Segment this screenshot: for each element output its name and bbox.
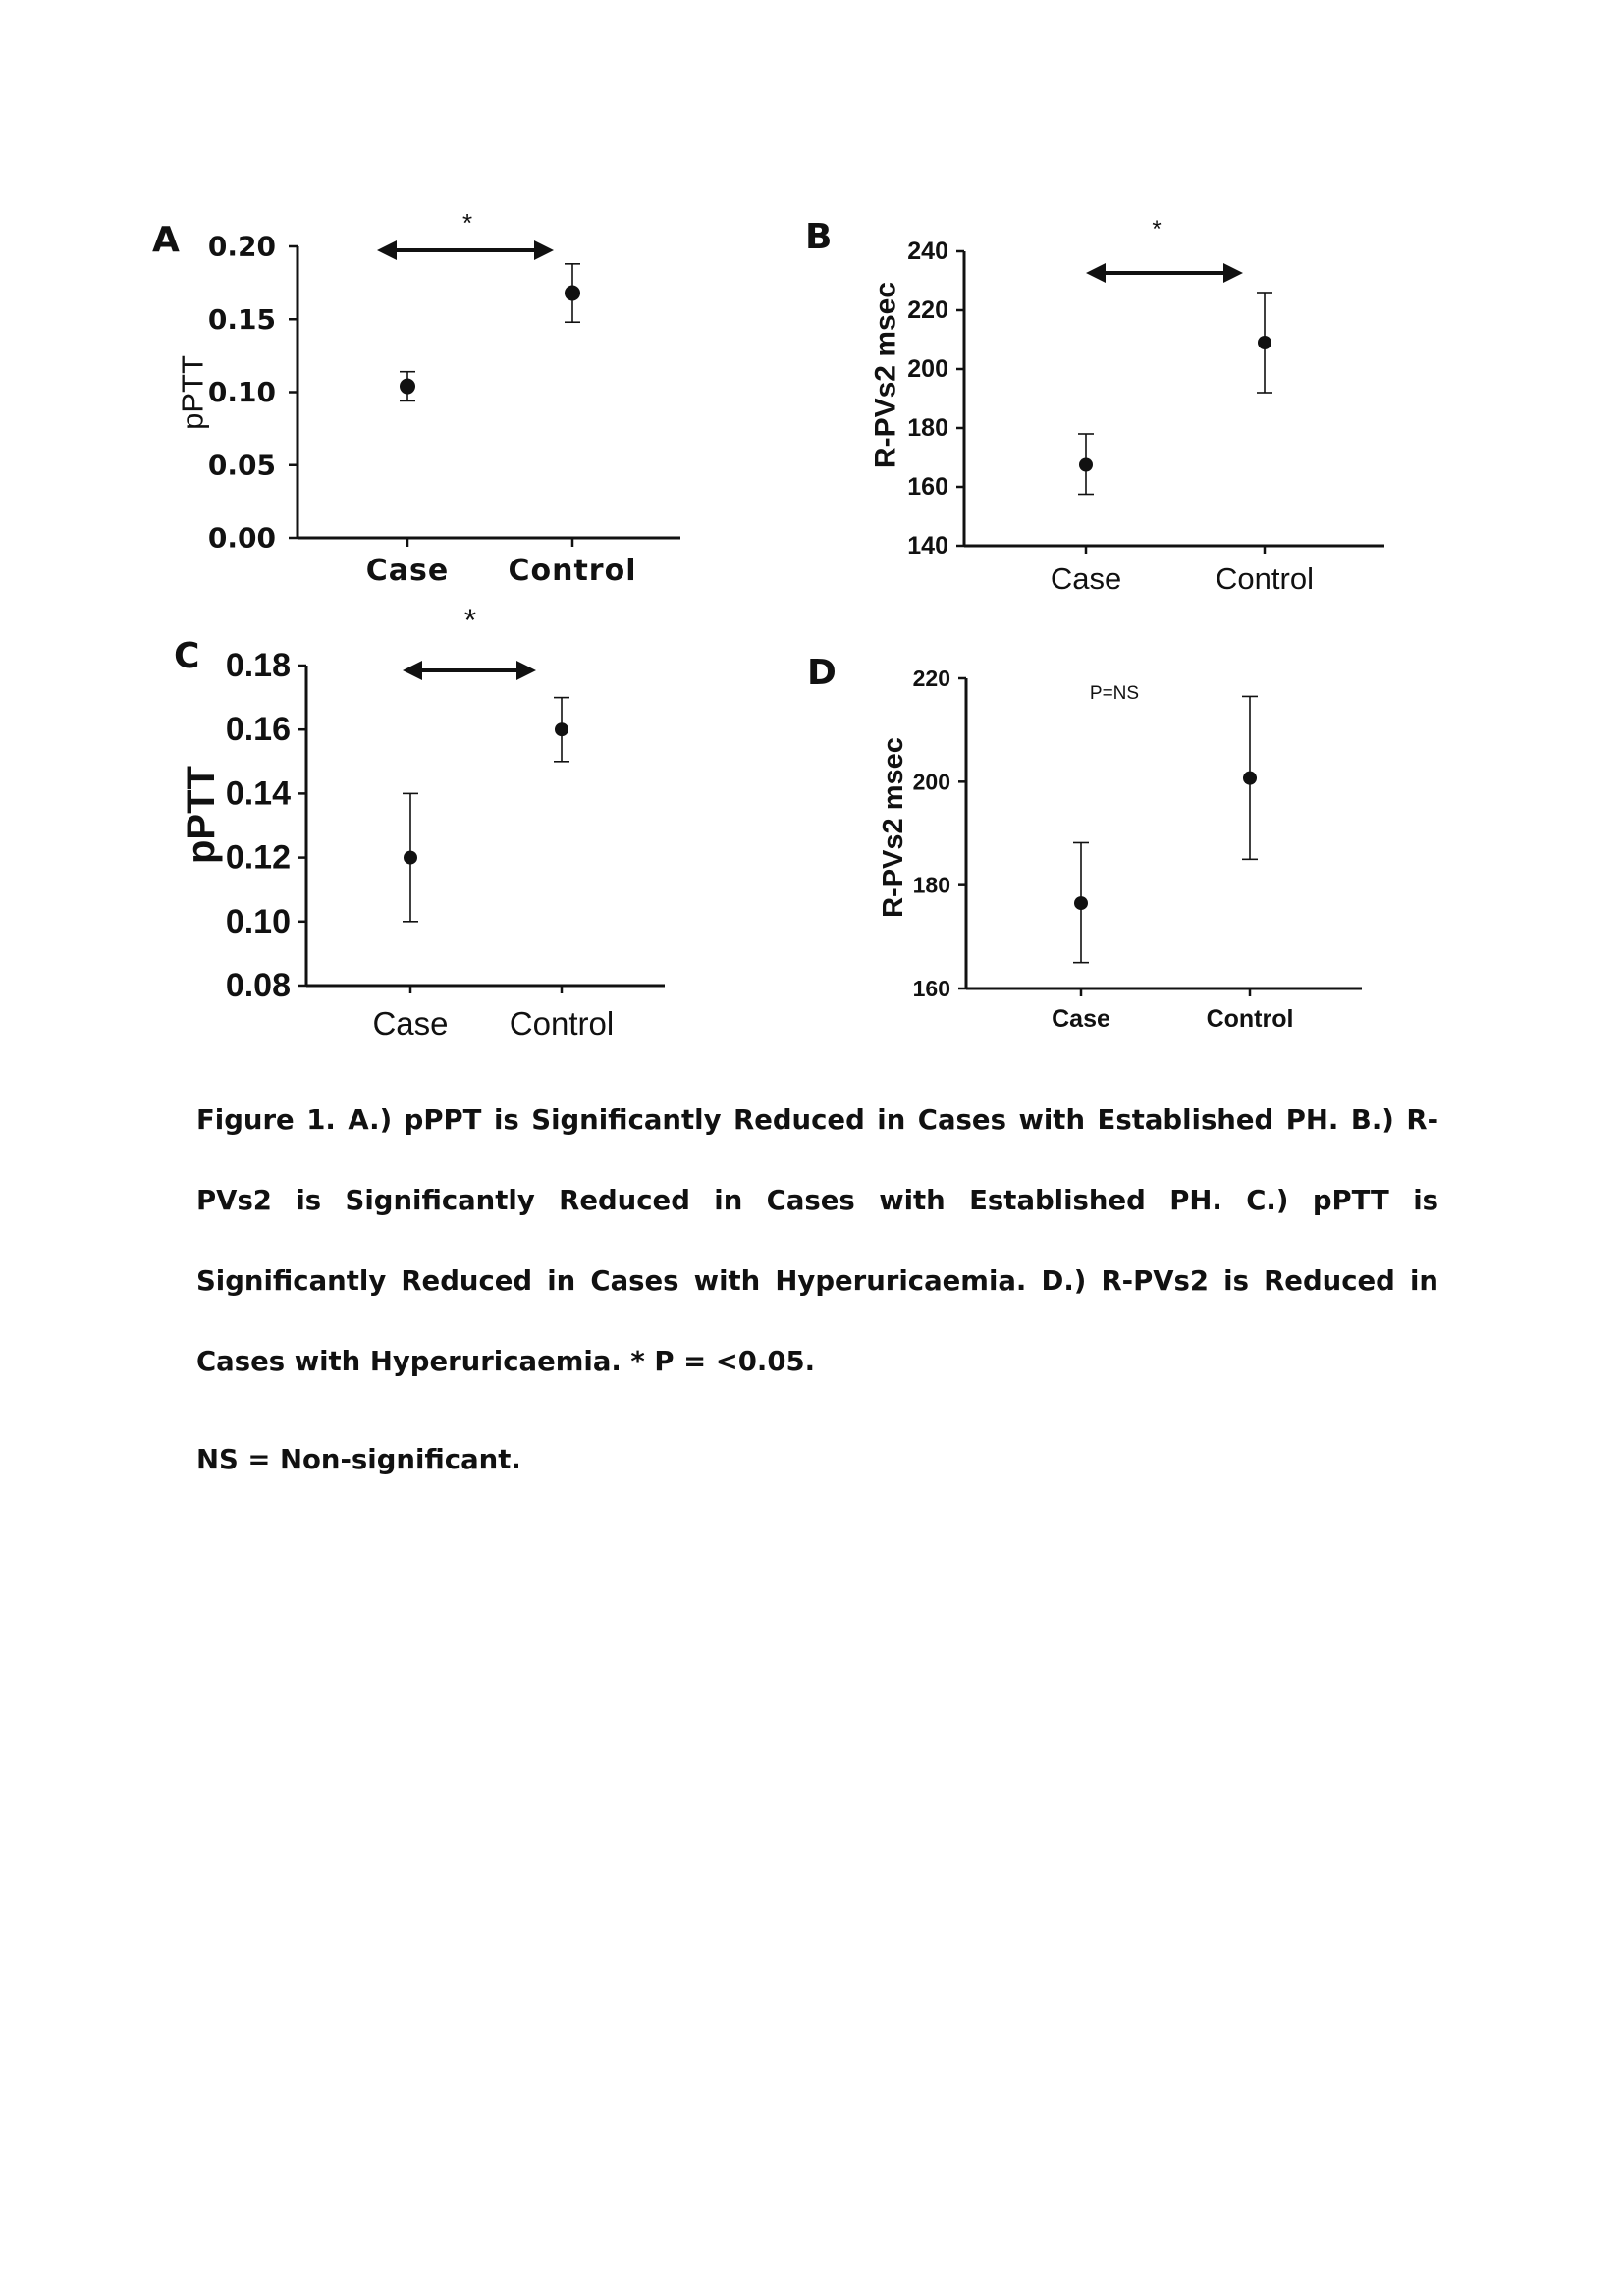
y-tick-label: 200 [912,769,950,795]
x-category-label: Control [509,1005,615,1041]
y-tick-label: 160 [912,976,950,1001]
y-tick-label: 140 [907,532,948,560]
x-category-label: Case [372,1005,449,1041]
chart-panel-b [805,216,1384,596]
y-tick-label: 0.05 [207,449,276,482]
panel-label: B [805,217,833,257]
y-tick-label: 0.10 [207,376,276,408]
y-tick-label: 0.12 [225,838,291,877]
panel-label: C [174,636,200,676]
y-axis-title: R-PVs2 msec [869,281,902,469]
x-category-label: Control [508,554,637,588]
y-tick-label: 240 [907,238,948,265]
x-category-label: Control [1216,561,1314,596]
x-category-label: Case [1052,1005,1110,1033]
y-tick-label: 160 [907,473,948,501]
y-tick-label: 220 [912,666,950,691]
y-tick-label: 0.14 [225,774,291,813]
data-point-control [555,722,568,736]
significance-annotation: * [463,603,477,638]
data-point-control [565,286,580,301]
data-point-case [404,851,417,865]
x-category-label: Case [365,554,450,588]
data-point-control [1258,336,1271,349]
x-category-label: Case [1050,561,1122,596]
figure-caption [196,1080,1438,1500]
y-tick-label: 0.16 [225,711,291,749]
y-axis-title: pPTT [175,355,210,430]
figure-panels [0,0,1623,1041]
panel-label: D [807,653,837,693]
y-tick-label: 0.00 [207,521,276,555]
significance-annotation: * [1152,216,1162,242]
y-tick-label: 0.18 [225,647,291,684]
x-category-label: Control [1206,1005,1294,1033]
y-tick-label: 0.15 [207,302,276,336]
y-tick-label: 0.08 [225,967,291,1004]
significance-annotation: * [461,208,473,238]
data-point-control [1243,772,1257,785]
chart-panel-a [152,208,680,588]
y-tick-label: 0.10 [225,902,291,940]
y-tick-label: 200 [907,355,948,383]
y-tick-label: 180 [912,872,950,898]
chart-panel-c [174,603,665,1041]
y-tick-label: 220 [907,296,948,324]
y-axis-title: pPTT [180,766,223,864]
y-tick-label: 0.20 [207,230,276,263]
chart-panel-d [807,653,1362,1033]
significance-annotation: P=NS [1089,683,1140,704]
caption-note: NS = Non-significant. [196,1444,521,1475]
caption-text: Figure 1. A.) pPPT is Significantly Reduced in Cases with Established PH. B.) R-PVs2 is Significantly Reduced in Cases with Established PH. C.) pPTT is Significantly Reduced in Cases with Hyperuricaemia. D.) R-PVs2 is Reduced in Cases with Hyperuricaemia. * P = <0.05. [196,1104,1438,1377]
data-point-case [1074,896,1088,910]
data-point-case [400,379,415,395]
y-axis-title: R-PVs2 msec [878,737,909,918]
y-tick-label: 180 [907,414,948,442]
data-point-case [1079,458,1093,472]
panel-label: A [152,220,180,260]
